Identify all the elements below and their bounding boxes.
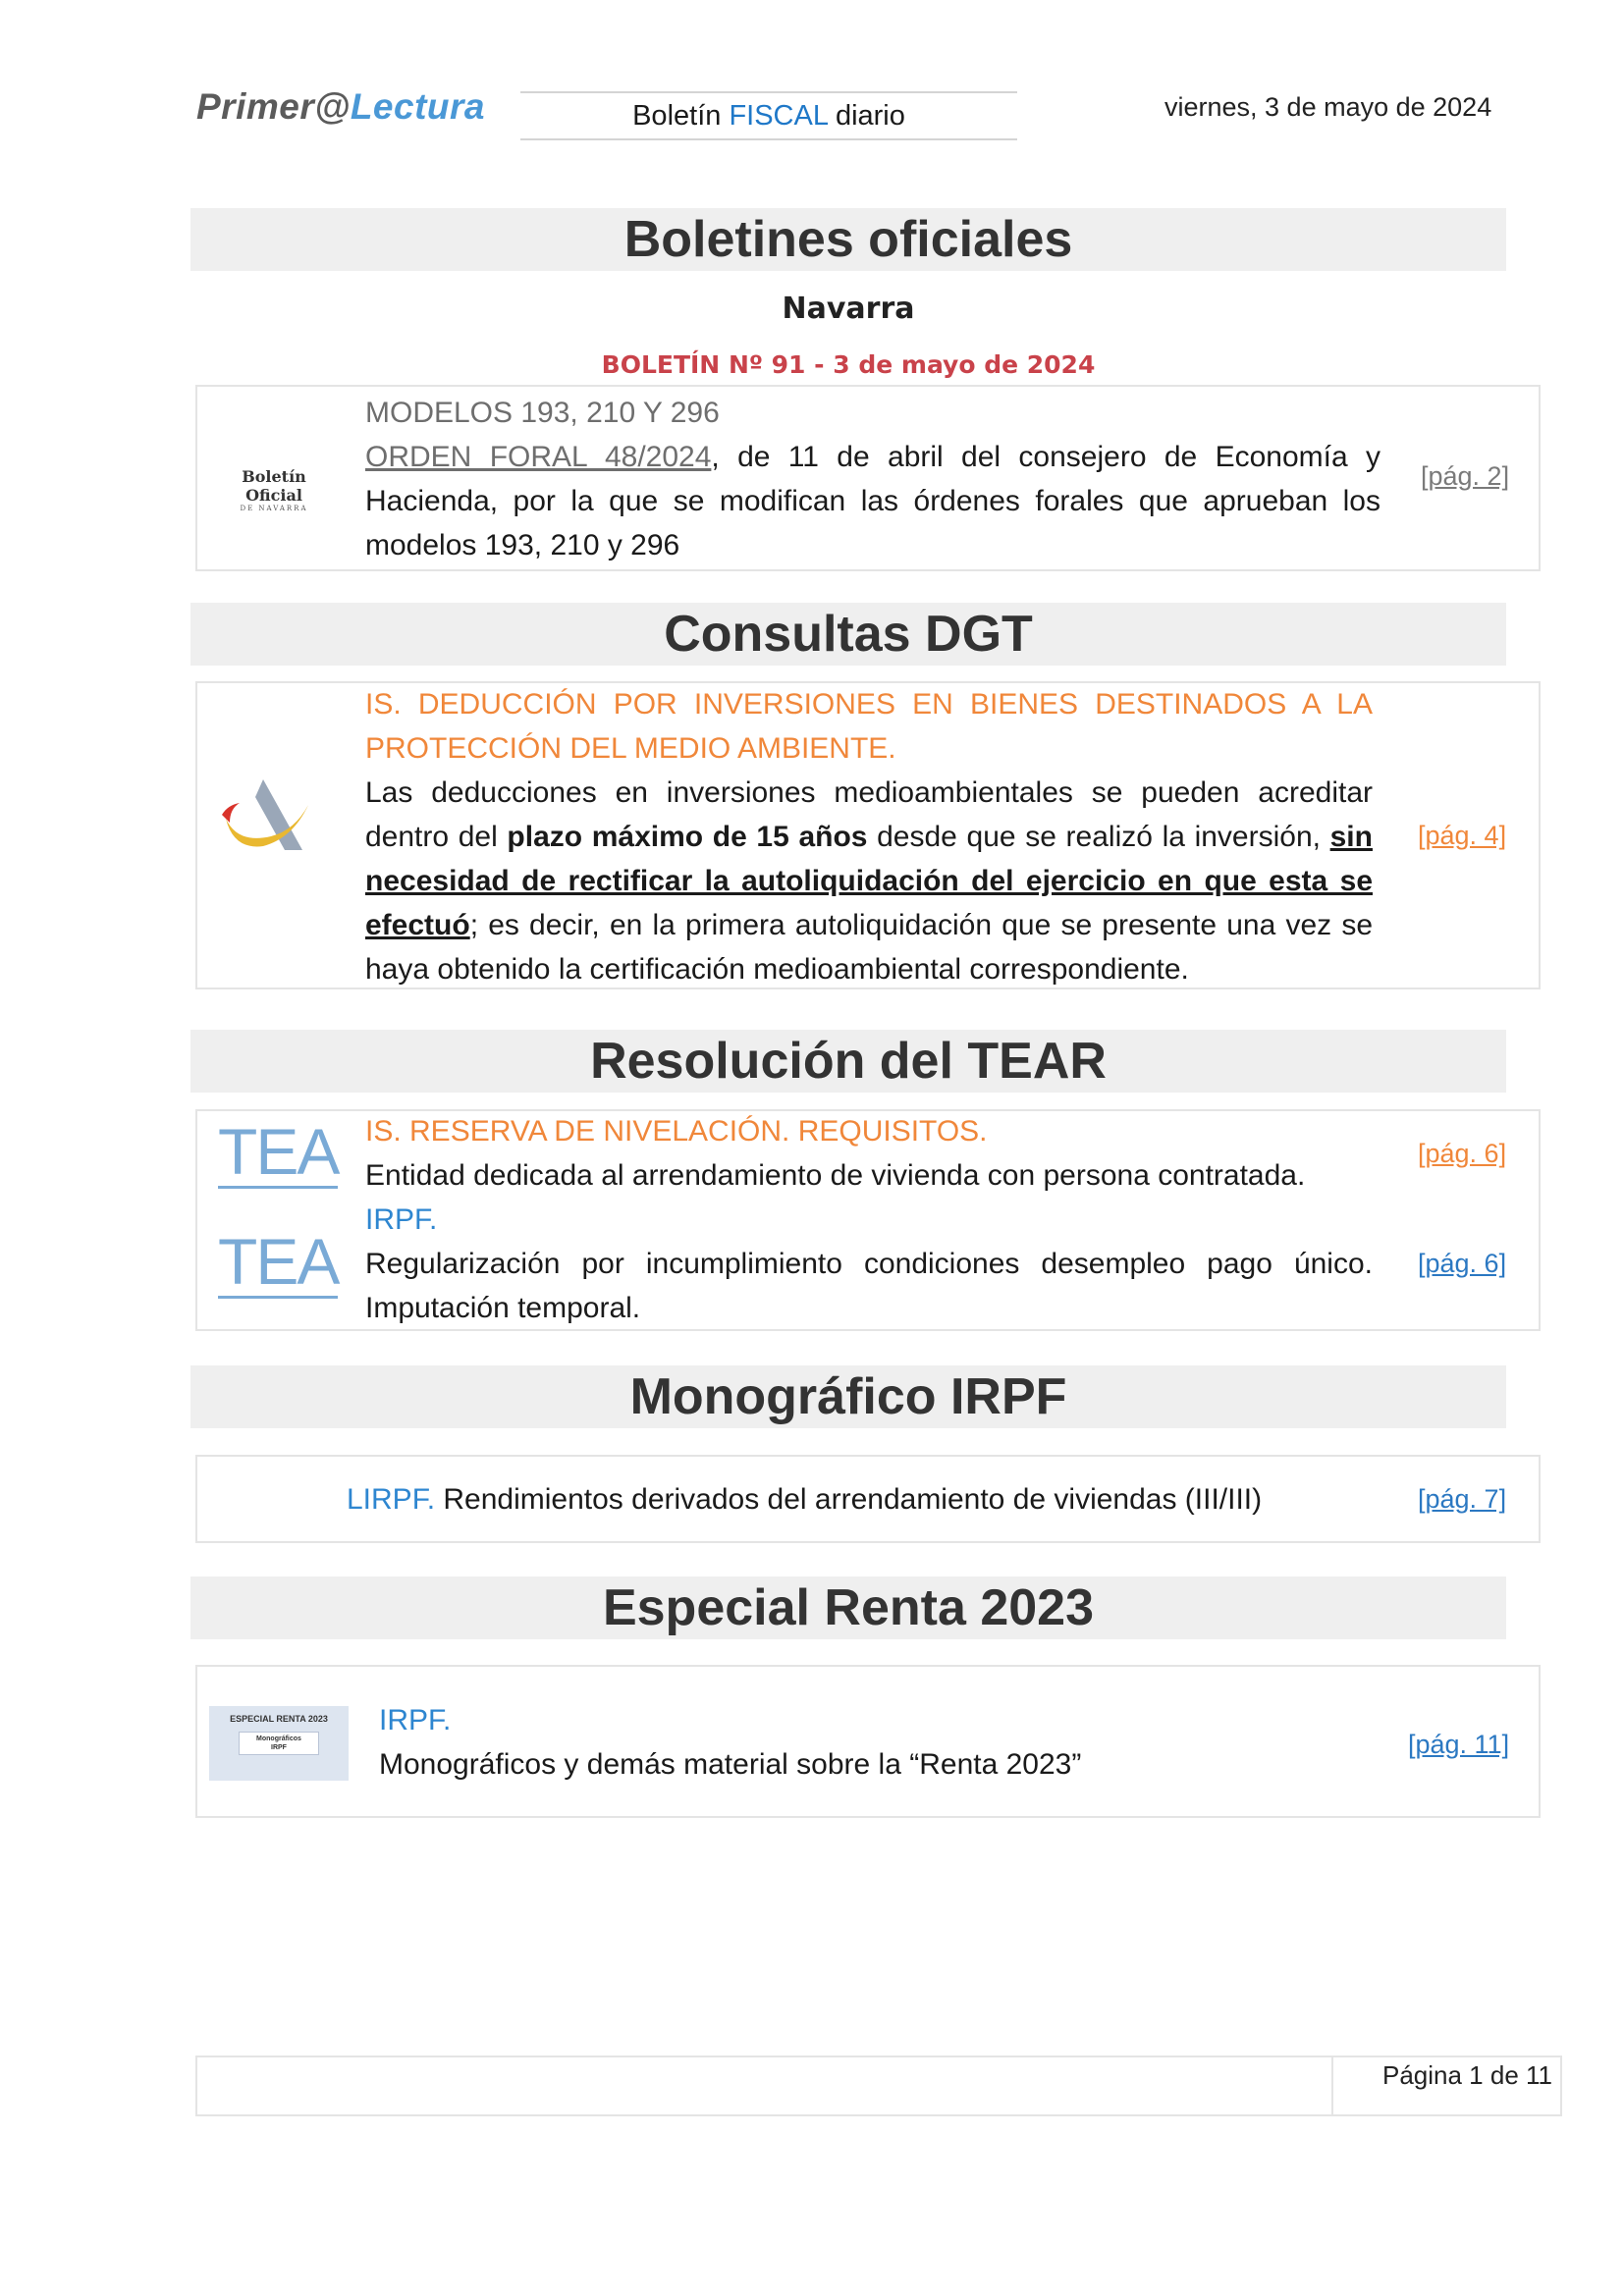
- renta-thumbnail: ESPECIAL RENTA 2023 Monográficos IRPF: [209, 1706, 349, 1781]
- dgt-item: IS. DEDUCCIÓN POR INVERSIONES EN BIENES DESTINADOS A LA PROTECCIÓN DEL MEDIO AMBIENTE. Las deducciones en inversiones medioambientales se pueden acreditar dentro del plazo máximo de 15 años desde que se realizó la inversión, sin necesidad de rectificar la autoliquidación del ejercicio en que esta se efectuó; es decir, en la primera autoliquidación que se presente una vez se haya obtenido la certificación medioambiental correspondiente.: [365, 682, 1373, 991]
- page-link[interactable]: [pág. 7]: [1418, 1484, 1507, 1514]
- renta-item: IRPF. Monográficos y demás material sobre la “Renta 2023”: [379, 1698, 1081, 1787]
- page-link[interactable]: [pág. 4]: [1418, 821, 1507, 850]
- item-heading: IRPF.: [379, 1704, 452, 1736]
- section-title-tear: Resolución del TEAR: [190, 1030, 1506, 1093]
- page-link[interactable]: [pág. 11]: [1408, 1730, 1510, 1759]
- orden-foral-link[interactable]: ORDEN FORAL 48/2024: [365, 441, 712, 473]
- aeat-logo-icon: [218, 775, 312, 859]
- page-link[interactable]: [pág. 6]: [1418, 1249, 1507, 1278]
- section-title-renta: Especial Renta 2023: [190, 1576, 1506, 1639]
- boletin-navarra-logo: Boletín Oficial DE NAVARRA: [240, 467, 308, 512]
- section-title-dgt: Consultas DGT: [190, 603, 1506, 666]
- footer-box: [195, 2056, 1562, 2116]
- footer-divider: [1331, 2056, 1333, 2116]
- page-link[interactable]: [pág. 2]: [1421, 461, 1510, 491]
- region-label: Navarra: [782, 292, 915, 326]
- boletin-item: MODELOS 193, 210 Y 296 ORDEN FORAL 48/2024, de 11 de abril del consejero de Economía y Hacienda, por la que se modifican las órdenes forales que aprueban los modelos 193, 210 y 296: [365, 391, 1380, 567]
- page-number: Página 1 de 11: [1382, 2060, 1552, 2090]
- tea-logo-icon: TEA: [218, 1115, 339, 1188]
- primera-lectura-logo: Primer@Lectura: [196, 86, 485, 127]
- header-date: viernes, 3 de mayo de 2024: [1164, 92, 1492, 122]
- monografico-item: LIRPF. Rendimientos derivados del arrendamiento de viviendas (III/III): [347, 1483, 1263, 1516]
- bulletin-title: Boletín FISCAL diario: [520, 91, 1017, 140]
- item-heading: IRPF.: [365, 1203, 438, 1236]
- item-heading: IS. DEDUCCIÓN POR INVERSIONES EN BIENES DESTINADOS A LA PROTECCIÓN DEL MEDIO AMBIENTE.: [365, 688, 1373, 765]
- section-title-boletines: Boletines oficiales: [190, 208, 1506, 271]
- tea-logo-icon: TEA: [218, 1225, 339, 1298]
- page-link[interactable]: [pág. 6]: [1418, 1139, 1507, 1168]
- item-heading: IS. RESERVA DE NIVELACIÓN. REQUISITOS.: [365, 1115, 988, 1148]
- boletin-number: BOLETÍN Nº 91 - 3 de mayo de 2024: [601, 350, 1096, 379]
- tear-item: IS. RESERVA DE NIVELACIÓN. REQUISITOS. Entidad dedicada al arrendamiento de vivienda con persona contratada. IRPF. Regularización por incumplimiento condiciones desempleo pago único. Imputación temporal.: [365, 1109, 1373, 1330]
- section-title-monografico: Monográfico IRPF: [190, 1365, 1506, 1428]
- item-heading: MODELOS 193, 210 Y 296: [365, 397, 720, 429]
